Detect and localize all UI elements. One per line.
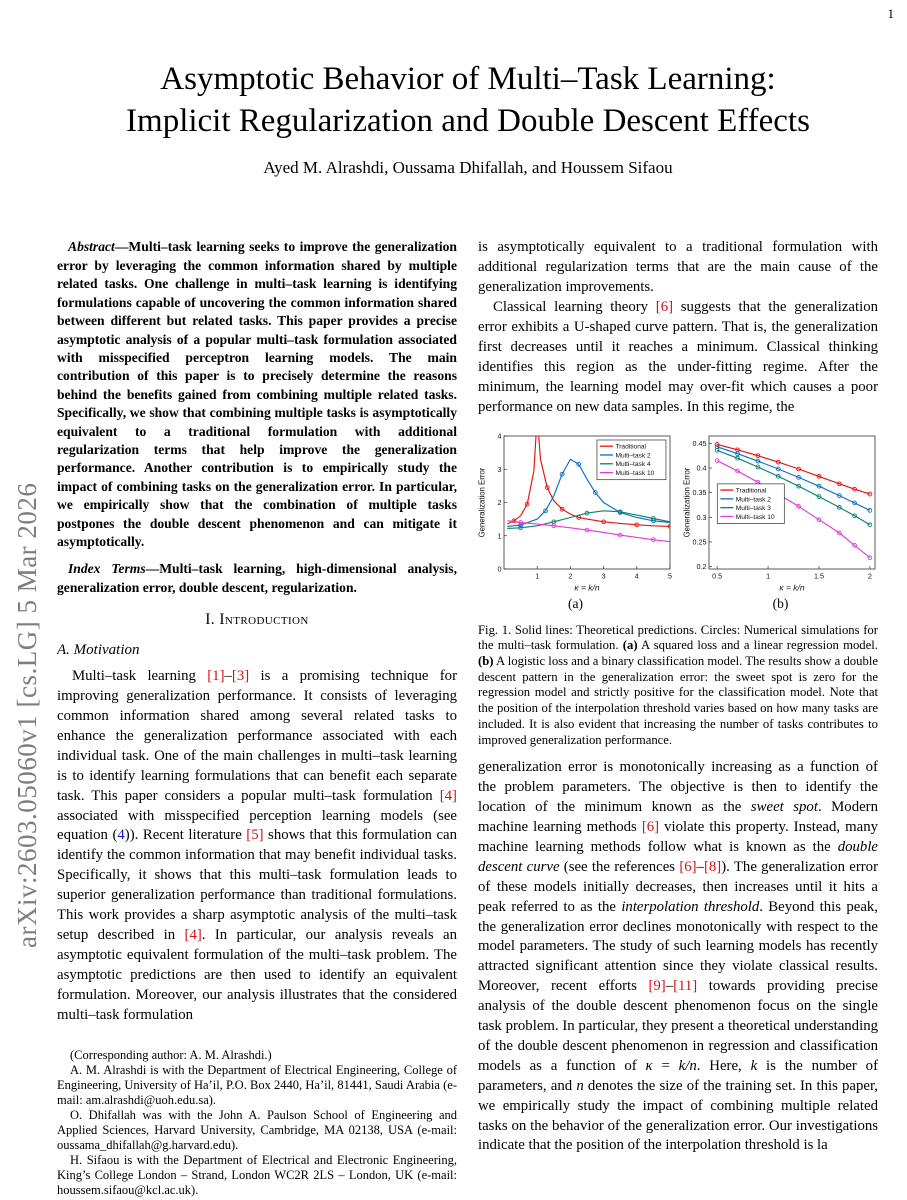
svg-text:2: 2: [568, 571, 573, 581]
paper-content: [57, 38, 879, 1198]
svg-text:0.3: 0.3: [696, 512, 707, 522]
math-text: k: [750, 1057, 758, 1074]
sublabel-b: (b): [772, 595, 789, 611]
citation-link[interactable]: [6]: [655, 299, 674, 316]
paragraph-motivation: Multi–task learning [1]–[3] is a promising technique for improving generalization performance. It consists of leveraging common information shared among several related tasks to enhance the generalization performance associated with each individual task. One of the main challenges in multi–task learning is to identify learning formulations that can benefit each separate task. This paper considers a popular multi–task formulation [4] associated with misspecified perception learning models (see equation (4)). Recent literature [5] shows that this formulation can identify the common information that may benefit individual tasks. Specifically, it shows that this multi–task formulation leads to superior generalization performance than traditional formulations. This work provides a sharp asymptotic analysis of the multi–task setup described in [4]. In particular, our analysis reveals an asymptotic equivalent formulation of the multi–task problem. The asymptotic predictions are then used to identify an equivalent formulation. Moreover, our analysis illustrates that the considered multi–task formulation: [57, 668, 457, 1023]
svg-text:0.2: 0.2: [696, 561, 707, 571]
footnote-block: [57, 1040, 457, 1199]
index-terms: [57, 560, 457, 597]
index-terms-text: Multi–task learning, high-dimensional analysis, generalization error, double descent, regularization.: [57, 561, 457, 595]
page-number: 1: [887, 6, 894, 21]
citation-link[interactable]: [6]: [679, 858, 697, 875]
svg-text:0.25: 0.25: [692, 537, 707, 547]
citation-link[interactable]: [11]: [673, 978, 698, 995]
bold-text: (a): [622, 638, 638, 653]
svg-text:Multi–task 4: Multi–task 4: [615, 460, 651, 468]
footnote-author-3: H. Sifaou is with the Department of Electrical and Electronic Engineering, King’s College London – Strand, London WC2R 2LS – London, UK (e-mail: houssem.sifaou@kcl.ac.uk).: [57, 1153, 457, 1198]
svg-text:Multi–task 3: Multi–task 3: [735, 504, 771, 512]
svg-text:Generalization Error: Generalization Error: [477, 467, 487, 538]
svg-text:κ = k/n: κ = k/n: [574, 582, 600, 593]
svg-text:Multi–task 10: Multi–task 10: [615, 469, 655, 477]
figure-caption: Fig. 1. Solid lines: Theoretical predictions. Circles: Numerical simulations for the multi–task formulation. (a) A squared loss and a linear regression model. (b) A logistic loss and a binary classification model. The results show a double descent pattern in the generalization error: the sweet spot is zero for the regression model and strictly positive for the classification model. Note that the position of the interpolation threshold varies based on how many tasks are included. It is also evident that increasing the number of tasks contributes to improved generalization performance.: [478, 622, 878, 747]
chart-a-container: [477, 431, 674, 612]
emphasis-text: double descent curve: [478, 838, 878, 875]
title-line-2: Implicit Regularization and Double Descent Effects: [126, 103, 810, 140]
paragraph-continuation: is asymptotically equivalent to a traditional formulation with additional regularization terms that are the main cause of the generalization improvements.: [478, 239, 878, 296]
chart-a-regression: [477, 431, 674, 593]
citation-link[interactable]: [3]: [231, 668, 250, 685]
chart-b-container: [682, 431, 879, 612]
index-terms-dash: —: [145, 561, 160, 577]
author-list: Ayed M. Alrashdi, Oussama Dhifallah, and Houssem Sifaou: [263, 158, 673, 178]
arxiv-sidebar-label: arXiv:2603.05060v1 [cs.LG] 5 Mar 2026: [12, 482, 42, 948]
svg-text:Traditional: Traditional: [735, 487, 767, 495]
footnote-corresponding: (Corresponding author: A. M. Alrashdi.): [70, 1047, 272, 1062]
svg-text:0: 0: [497, 564, 502, 574]
right-column: [478, 238, 878, 1198]
citation-link[interactable]: [6]: [641, 818, 660, 835]
citation-link[interactable]: [4]: [439, 787, 457, 804]
sublabel-a: (a): [568, 595, 583, 611]
citation-link[interactable]: [9]: [648, 978, 666, 995]
svg-text:0.35: 0.35: [692, 487, 707, 497]
figure-1: [478, 431, 878, 749]
svg-text:1: 1: [535, 571, 540, 581]
equation-link[interactable]: 4: [117, 827, 125, 844]
svg-text:0.5: 0.5: [712, 571, 723, 581]
emphasis-text: sweet spot: [750, 799, 818, 816]
svg-text:1.5: 1.5: [813, 571, 824, 581]
svg-text:κ = k/n: κ = k/n: [779, 582, 805, 593]
svg-text:4: 4: [634, 571, 639, 581]
svg-text:0.45: 0.45: [692, 438, 707, 448]
citation-link[interactable]: [5]: [246, 827, 264, 844]
abstract-text: Multi–task learning seeks to improve the generalization error by leveraging the common information shared by multiple related tasks. One challenge in multi–task learning is identifying formulations capable of uncovering the common information shared between different but related tasks. This paper provides a precise asymptotic analysis of a popular multi–task formulation associated with misspecified perceptron learning models. The main contribution of this paper is to precisely determine the reasons behind the benefits gained from combining multiple related tasks. Specifically, we show that combining multiple tasks is asymptotically equivalent to a traditional formulation with additional regularization terms that help improve the generalization performance. Another contribution is to empirically study the impact of combining tasks on the generalization error. In particular, we empirically show that the combination of multiple tasks postpones the double descent phenomenon and can mitigate it asymptotically.: [57, 239, 457, 549]
citation-link[interactable]: [4]: [184, 926, 202, 943]
subsection-motivation: A. Motivation: [57, 642, 140, 659]
citation-link[interactable]: [1]: [207, 668, 225, 685]
math-text: k/n: [678, 1057, 697, 1074]
svg-text:4: 4: [497, 431, 502, 441]
chart-b-classification: [682, 431, 879, 593]
citation-link[interactable]: [8]: [703, 858, 722, 875]
paper-title: [57, 58, 879, 142]
svg-text:Generalization Error: Generalization Error: [682, 467, 692, 538]
abstract-dash: —: [114, 239, 129, 255]
svg-text:3: 3: [601, 571, 606, 581]
svg-text:2: 2: [497, 497, 502, 507]
paragraph-double-descent: generalization error is monotonically increasing as a function of the problem parameters. The objective is then to identify the location of the minimum known as the sweet spot. Modern machine learning methods [6] violate this property. Instead, many machine learning methods follow what is known as the double descent curve (see the references [6]–[8]). The generalization error of these models initially decreases, then increases until it hits a peak referred to as the interpolation threshold. Beyond this peak, the generalization error declines monotonically with respect to the model parameters. The study of such learning models has recently attracted significant attention since they violate classical results. Moreover, recent efforts [9]–[11] towards providing precise analysis of the double descent phenomenon focus on the single task problem. In particular, they present a theoretical understanding of the double descent phenomenon in regression and classification models as a function of κ = k/n. Here, k is the number of parameters, and n denotes the size of the training set. In this paper, we empirically study the impact of combining multiple related tasks on the behavior of the generalization error. Our investigations indicate that the position of the interpolation threshold is la: [478, 759, 879, 1154]
svg-text:2: 2: [867, 571, 872, 581]
svg-text:3: 3: [497, 464, 502, 474]
abstract: [57, 238, 457, 551]
svg-text:Multi–task 10: Multi–task 10: [735, 513, 775, 521]
svg-text:0.4: 0.4: [696, 463, 707, 473]
svg-text:Multi–task 2: Multi–task 2: [615, 452, 651, 460]
svg-text:1: 1: [497, 530, 502, 540]
svg-text:Multi–task 2: Multi–task 2: [735, 495, 771, 503]
math-text: κ: [645, 1057, 653, 1074]
figure-charts-row: [478, 431, 878, 612]
svg-text:Traditional: Traditional: [615, 443, 647, 451]
footnote-author-1: A. M. Alrashdi is with the Department of Electrical Engineering, College of Engineering, University of Ha’il, P.O. Box 2440, Ha’il, 81441, Saudi Arabia (e-mail: am.alrashdi@uoh.edu.sa).: [57, 1062, 457, 1107]
section-heading-introduction: I. Introduction: [205, 611, 309, 629]
two-column-body: [57, 238, 879, 1198]
bold-text: (b): [478, 654, 494, 669]
svg-text:1: 1: [766, 571, 771, 581]
index-terms-lead: Index Terms: [68, 561, 146, 577]
footnote-author-2: O. Dhifallah was with the John A. Paulson School of Engineering and Applied Sciences, Harvard University, Cambridge, MA 02138, USA (e-mail: oussama_dhifallah@g.harvard.edu).: [57, 1107, 457, 1153]
math-text: n: [576, 1077, 584, 1094]
title-line-1: Asymptotic Behavior of Multi–Task Learning:: [160, 61, 776, 97]
left-column: [57, 238, 457, 1198]
paragraph-classical-theory: Classical learning theory [6] suggests that the generalization error exhibits a U-shaped curve pattern. That is, the generalization first decreases until it reaches a minimum. Classical thinking identifies this region as the under-fitting regime. After the minimum, the learning model may over-fit which causes a poor performance on new data samples. In this regime, the: [478, 299, 878, 415]
abstract-lead: Abstract: [68, 239, 115, 255]
svg-text:5: 5: [668, 571, 672, 581]
emphasis-text: interpolation threshold: [621, 898, 760, 915]
